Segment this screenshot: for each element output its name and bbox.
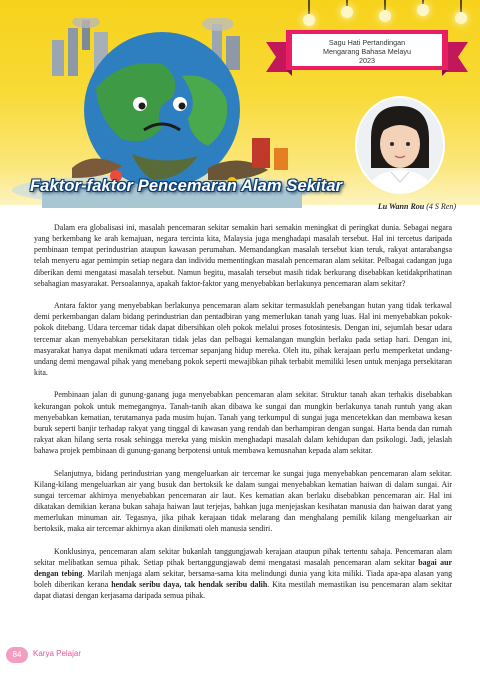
- conclusion-idiom-2: hendak seribu daya, tak hendak seribu dalih: [111, 580, 268, 590]
- paragraph-conclusion: [34, 546, 452, 602]
- author-class: (4 S Ren): [426, 202, 456, 211]
- banner-text: [296, 38, 438, 65]
- light-bulb-icon: [418, 0, 428, 16]
- footer-section-label: Karya Pelajar: [33, 649, 82, 658]
- banner-line-1: Sagu Hati Pertandingan: [328, 38, 406, 47]
- article-body: [34, 222, 452, 613]
- paragraph-mountain-roads: Pembinaan jalan di gunung-ganang juga menyebabkan pencemaran alam sekitar. Struktur tanah akan terhakis disebabkan kekurangan pokok untuk memegangnya. Tanah-tanih akan dibawa ke sungai dan mungkin berlakunya tanah runtuh yang akan menyebabkan kematian, terutamanya pada musim hujan. Tanah yang terkumpul di sungai juga mencetekkan dan membawa kesan buruk seperti banjir terhadap rakyat yang tinggal di kawasan yang rendah dan berhampiran dengan sungai. Harta benda dan rumah rakyat akan hilang serta rosak sehingga mereka yang miskin menghadapi masalah dalam kehidupan dan psikologi. Jadi, jelaslah bahawa projek pembinaan di gunung-ganang berpotensi untuk membawa kemusnahan kepada alam sekitar.: [34, 390, 452, 456]
- conclusion-text-3: . Kita mestilah memastikan isu pencemaran alam sekitar dapat diatasi dengan kerjasama daripada semua pihak.: [34, 580, 452, 601]
- conclusion-text-2: . Marilah menjaga alam sekitar, bersama-sama kita melindungi dunia yang kita miliki. Tiada apa-apa alasan yang boleh diberikan kerana: [34, 568, 453, 590]
- student-portrait: [355, 96, 445, 194]
- light-bulb-icon: [342, 0, 352, 18]
- paragraph-intro: Dalam era globalisasi ini, masalah pencemaran sekitar semakin hari semakin meningkat di peringkat dunia. Sebagai negara yang berkembang ke arah kemajuan, negara tercinta kita, Malaysia juga menghadapi masalah tersebut. Hal ini tercetus daripada pembinaan tempat perindustrian ataupun kawasan perumahan. Memandangkan masalah tersebut kian teruk, rakyat antarabangsa telah menyeru agar pemimpin setiap negara dan individu mementingkan masalah pencemaran alam sekitar. Pelbagai cadangan juga diberikan demi mengatasi masalah tersebut. Namun begitu, masalah tersebut masih tidak berkurang disebabkan ketidakprihatinan sebahagian masyarakat. Persoalannya, apakah faktor-faktor yang menyebabkan berlakunya pencemaran alam sekitar?: [34, 223, 452, 288]
- conclusion-idiom-1: bagai aur dengan tebing: [34, 557, 453, 578]
- banner-line-3: 2023: [359, 56, 375, 65]
- light-bulb-icon: [380, 0, 390, 22]
- conclusion-text-1: Konklusinya, pencemaran alam sekitar bukanlah tanggungjawab kerajaan ataupun pihak tertentu sahaja. Pencemaran alam sekitar melibatkan semua pihak. Setiap pihak bertanggungjawab demi mengatasi masalah pencemaran alam sekitar: [34, 546, 452, 567]
- author-credit: [378, 202, 456, 211]
- banner-line-2: Mengarang Bahasa Melayu: [323, 47, 411, 56]
- author-name: Lu Wann Rou: [377, 202, 425, 211]
- award-ribbon-banner: [262, 24, 472, 80]
- paragraph-industrial-water: Selanjutnya, bidang perindustrian yang mengeluarkan air tercemar ke sungai juga menyebabkan pencemaran alam sekitar. Kilang-kilang mengeluarkan air yang busuk dan bertoksik ke dalam sungai menyebabkan kematian haiwan di dalam sungai. Air sungai tercemar akhirnya menyebabkan pencemaran air laut. Kes kematian akan berlaku disebabkan pencemaran air. Hal ini dikatakan demikian kerana bukan sahaja haiwan laut terjejas, bahkan juga menjejaskan kesihatan manusia dan haiwan darat yang memerlukan minuman air. Tegasnya, jika pihak kerajaan tidak melarang dan menghalang pemilik kilang mengeluarkan air bertoksik, maka air tercemar akhirnya akan dinikmati oleh manusia sendiri.: [34, 468, 452, 534]
- light-bulb-icon: [456, 0, 466, 24]
- page-number-badge: 84: [6, 647, 28, 663]
- article-title: Faktor-faktor Pencemaran Alam Sekitar: [30, 177, 343, 195]
- paragraph-deforestation: Antara faktor yang menyebabkan berlakunya pencemaran alam sekitar termasuklah penebangan hutan yang tidak terkawal demi perkembangan dalam bidang perindustrian dan pentadbiran yang memerlukan tanah yang luas. Hal ini menyebabkan pokok-pokok ditebang. Udara tercemar tidak dapat dibersihkan oleh pokok melalui proses fotosintesis. Dengan ini, sejumlah besar udara tercemar akan menyebabkan persekitaran tidak jelas dan pelbagai kemalangan mungkin berlaku pada setiap hari. Dengan ini, masyarakat hanya dapat menikmati udara tercemar sepanjang hidup mereka. Oleh itu, pihak kerajaan perlu memperketat undang-undang demi mengawal pihak yang menebang pokok seperti mewajibkan pihak terbabit memiliki lesen untuk menjaga persekitaran kita.: [34, 301, 452, 378]
